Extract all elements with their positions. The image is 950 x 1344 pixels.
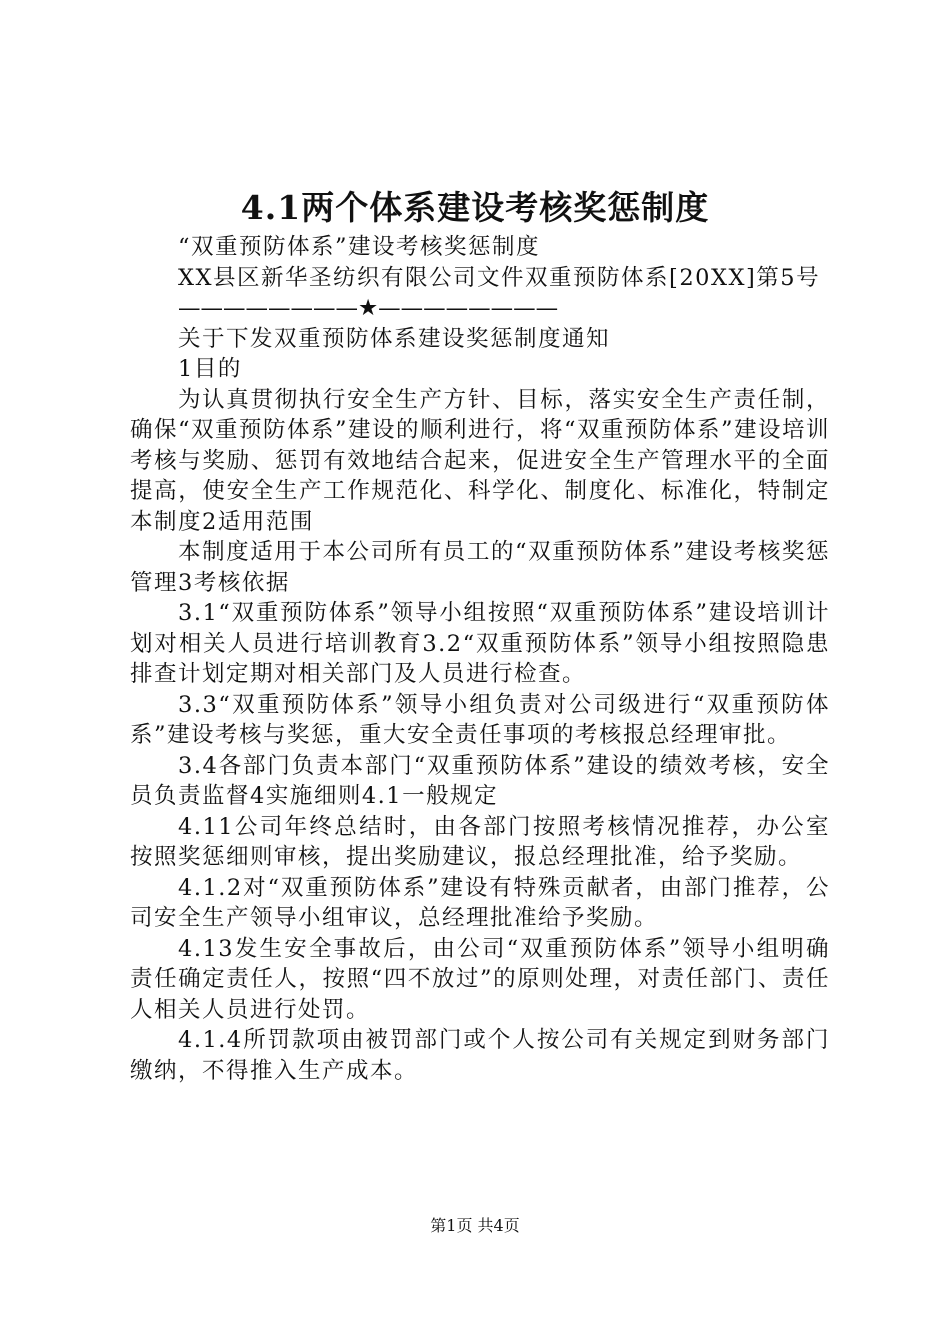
page-number-footer: 第1页 共4页 [430, 1216, 520, 1235]
star-divider: ————————★———————— [178, 295, 559, 321]
body-paragraph: 4.13发生安全事故后，由公司“双重预防体系”领导小组明确责任确定责任人，按照“四不放过”的原则处理，对责任部门、责任人相关人员进行处罚。 [130, 935, 830, 1023]
company-file-paragraph: XX县区新华圣纺织有限公司文件双重预防体系[20XX]第5号 [178, 264, 821, 291]
section-heading-purpose: 1目的 [178, 356, 242, 382]
body-paragraph: 3.4各部门负责本部门“双重预防体系”建设的绩效考核，安全员负责监督4实施细则4.1一般规定 [130, 752, 830, 809]
body-paragraph: 4.1.4所罚款项由被罚部门或个人按公司有关规定到财务部门缴纳，不得推入生产成本。 [130, 1027, 830, 1084]
body-paragraph: 3.1“双重预防体系”领导小组按照“双重预防体系”建设培训计划对相关人员进行培训教育3.2“双重预防体系”领导小组按照隐患排查计划定期对相关部门及人员进行检查。 [130, 600, 830, 687]
body-paragraph: 4.11公司年终总结时，由各部门按照考核情况推荐，办公室按照奖惩细则审核，提出奖励建议，报总经理批准，给予奖励。 [130, 813, 830, 870]
document-title: 4.1两个体系建设考核奖惩制度 [240, 188, 710, 227]
body-paragraph: 为认真贯彻执行安全生产方针、目标，落实安全生产责任制，确保“双重预防体系”建设的顺利进行，将“双重预防体系”建设培训考核与奖励、惩罚有效地结合起来，促进安全生产管理水平的全面提高，使安全生产工作规范化、科学化、制度化、标准化，特制定本制度2适用范围 [130, 386, 831, 535]
document-body [130, 232, 830, 1086]
body-paragraph: 3.3“双重预防体系”领导小组负责对公司级进行“双重预防体系”建设考核与奖惩，重大安全责任事项的考核报总经理审批。 [130, 691, 830, 748]
body-paragraph: 4.1.2对“双重预防体系”建设有特殊贡献者，由部门推荐，公司安全生产领导小组审议，总经理批准给予奖励。 [130, 874, 830, 931]
notice-title-paragraph: 关于下发双重预防体系建设奖惩制度通知 [178, 325, 611, 352]
body-paragraph: 本制度适用于本公司所有员工的“双重预防体系”建设考核奖惩管理3考核依据 [130, 539, 830, 596]
subtitle-paragraph: “双重预防体系”建设考核奖惩制度 [178, 234, 541, 260]
